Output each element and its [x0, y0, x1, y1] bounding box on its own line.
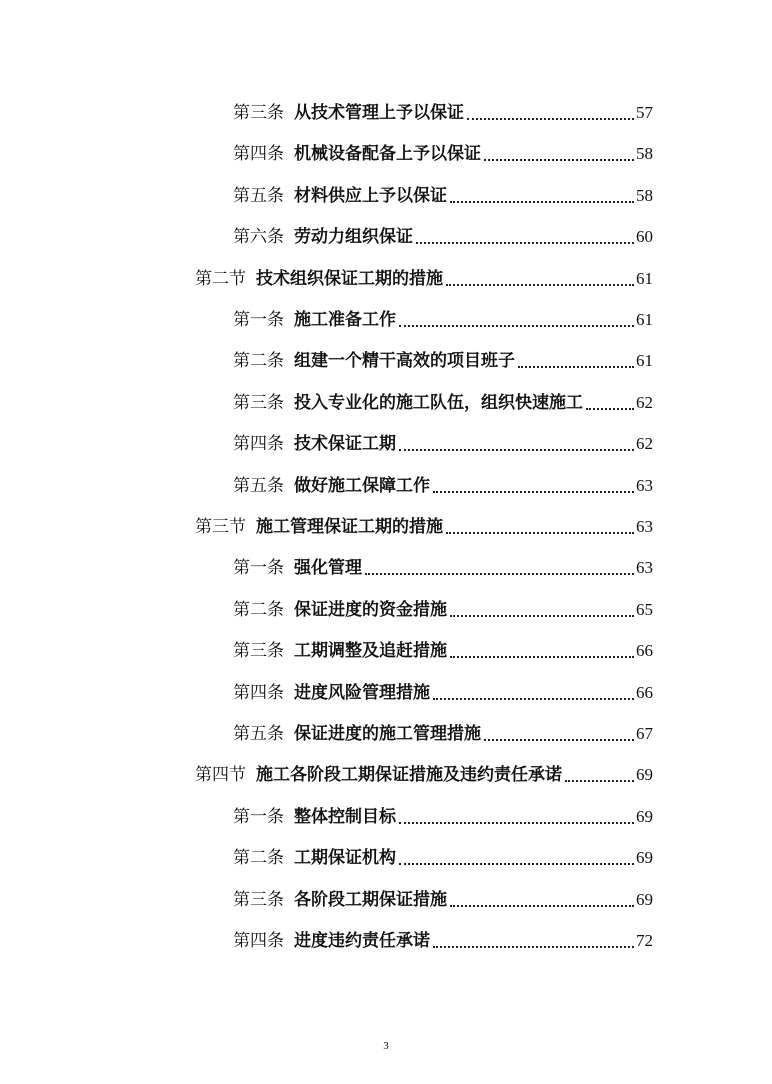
toc-entry-page: 63	[636, 558, 653, 578]
dot-leader	[446, 524, 634, 534]
toc-entry-page: 63	[636, 517, 653, 536]
toc-entry-number: 第一条	[233, 558, 284, 579]
dot-leader	[433, 690, 634, 700]
toc-entry-number: 第一条	[233, 310, 284, 330]
toc-entry-title: 保证进度的资金措施	[294, 599, 447, 620]
dot-leader	[433, 938, 634, 948]
toc-entry-title: 保证进度的施工管理措施	[294, 724, 481, 744]
toc-entry-page: 65	[636, 599, 653, 619]
toc-entry-page: 62	[636, 434, 653, 454]
dot-leader	[399, 317, 634, 327]
toc-entry-title: 强化管理	[294, 558, 362, 579]
toc-entry-number: 第四条	[233, 931, 284, 951]
toc-entry-number: 第五条	[233, 185, 284, 206]
dot-leader	[365, 565, 634, 575]
toc-entry-title: 技术组织保证工期的措施	[256, 268, 443, 289]
toc-entry-number: 第二条	[233, 351, 284, 372]
toc-article-entry[interactable]	[233, 214, 653, 248]
toc-entry-number: 第二条	[233, 599, 284, 620]
toc-article-entry[interactable]	[233, 421, 653, 455]
toc-article-entry[interactable]	[233, 338, 653, 372]
toc-entry-page: 58	[636, 185, 653, 205]
dot-leader	[399, 441, 634, 451]
toc-entry-title: 施工各阶段工期保证措施及违约责任承诺	[256, 765, 562, 786]
toc-article-entry[interactable]	[233, 545, 653, 579]
toc-entry-page: 69	[636, 806, 653, 826]
toc-entry-page: 72	[636, 931, 653, 950]
toc-article-entry[interactable]	[233, 297, 653, 331]
toc-entry-title: 机械设备配备上予以保证	[294, 144, 481, 165]
toc-entry-number: 第三条	[233, 392, 284, 413]
toc-entry-title: 材料供应上予以保证	[294, 185, 447, 206]
dot-leader	[399, 855, 634, 865]
toc-entry-page: 61	[636, 268, 653, 288]
toc-article-entry[interactable]	[233, 173, 653, 207]
toc-article-entry[interactable]	[233, 877, 653, 911]
toc-entry-page: 61	[636, 310, 653, 329]
dot-leader	[446, 276, 634, 286]
dot-leader	[484, 731, 634, 741]
toc-article-entry[interactable]	[233, 670, 653, 704]
dot-leader	[450, 648, 634, 658]
toc-article-entry[interactable]	[233, 90, 653, 124]
toc-entry-title: 技术保证工期	[294, 434, 396, 455]
toc-entry-number: 第三节	[195, 517, 246, 537]
toc-entry-number: 第五条	[233, 475, 284, 496]
toc-entry-title: 施工管理保证工期的措施	[256, 517, 443, 537]
toc-entry-title: 进度违约责任承诺	[294, 931, 430, 951]
toc-article-entry[interactable]	[233, 794, 653, 828]
toc-entry-title: 工期保证机构	[294, 848, 396, 869]
dot-leader	[484, 151, 634, 161]
toc-entry-title: 做好施工保障工作	[294, 475, 430, 496]
dot-leader	[586, 400, 634, 410]
toc-article-entry[interactable]	[233, 918, 653, 952]
dot-leader	[416, 234, 634, 244]
toc-entry-number: 第一条	[233, 806, 284, 827]
toc-article-entry[interactable]	[233, 131, 653, 165]
toc-entry-page: 63	[636, 475, 653, 495]
toc-entry-title: 组建一个精干高效的项目班子	[294, 351, 515, 372]
toc-entry-number: 第五条	[233, 724, 284, 744]
page-number: 3	[383, 1040, 389, 1052]
toc-entry-page: 69	[636, 765, 653, 785]
dot-leader	[565, 772, 634, 782]
dot-leader	[399, 814, 634, 824]
dot-leader	[518, 358, 634, 368]
toc-entry-page: 58	[636, 144, 653, 164]
toc-entry-number: 第二条	[233, 848, 284, 869]
toc-entry-page: 57	[636, 103, 653, 122]
toc-entry-number: 第三条	[233, 103, 284, 123]
toc-entry-page: 61	[636, 351, 653, 371]
toc-entry-page: 69	[636, 848, 653, 868]
toc-entry-title: 投入专业化的施工队伍，组织快速施工	[294, 392, 583, 413]
toc-entry-number: 第三条	[233, 889, 284, 910]
dot-leader	[433, 483, 634, 493]
toc-entry-title: 工期调整及追赶措施	[294, 641, 447, 662]
toc-entry-number: 第四节	[195, 765, 246, 786]
toc-entry-number: 第四条	[233, 434, 284, 455]
toc-article-entry[interactable]	[233, 835, 653, 869]
toc-entry-title: 进度风险管理措施	[294, 682, 430, 703]
toc-section-entry[interactable]	[195, 256, 653, 290]
toc-entry-number: 第四条	[233, 144, 284, 165]
toc-entry-title: 劳动力组织保证	[294, 227, 413, 248]
toc-entry-title: 施工准备工作	[294, 310, 396, 330]
toc-entry-title: 各阶段工期保证措施	[294, 889, 447, 910]
toc-entry-number: 第四条	[233, 682, 284, 703]
toc-entry-page: 66	[636, 682, 653, 702]
toc-article-entry[interactable]	[233, 711, 653, 745]
toc-entry-number: 第六条	[233, 227, 284, 248]
toc-entry-number: 第二节	[195, 268, 246, 289]
toc-article-entry[interactable]	[233, 587, 653, 621]
toc-entry-title: 整体控制目标	[294, 806, 396, 827]
toc-article-entry[interactable]	[233, 463, 653, 497]
toc-article-entry[interactable]	[233, 380, 653, 414]
toc-section-entry[interactable]	[195, 504, 653, 538]
toc-entry-title: 从技术管理上予以保证	[294, 103, 464, 123]
toc-entry-page: 62	[636, 392, 653, 412]
toc-section-entry[interactable]	[195, 752, 653, 786]
toc-entry-page: 69	[636, 889, 653, 909]
dot-leader	[467, 110, 634, 120]
dot-leader	[450, 897, 634, 907]
dot-leader	[450, 193, 634, 203]
dot-leader	[450, 607, 634, 617]
toc-entry-page: 67	[636, 724, 653, 743]
toc-entry-page: 60	[636, 227, 653, 247]
toc-entry-number: 第三条	[233, 641, 284, 662]
toc-article-entry[interactable]	[233, 628, 653, 662]
toc-entry-page: 66	[636, 641, 653, 661]
